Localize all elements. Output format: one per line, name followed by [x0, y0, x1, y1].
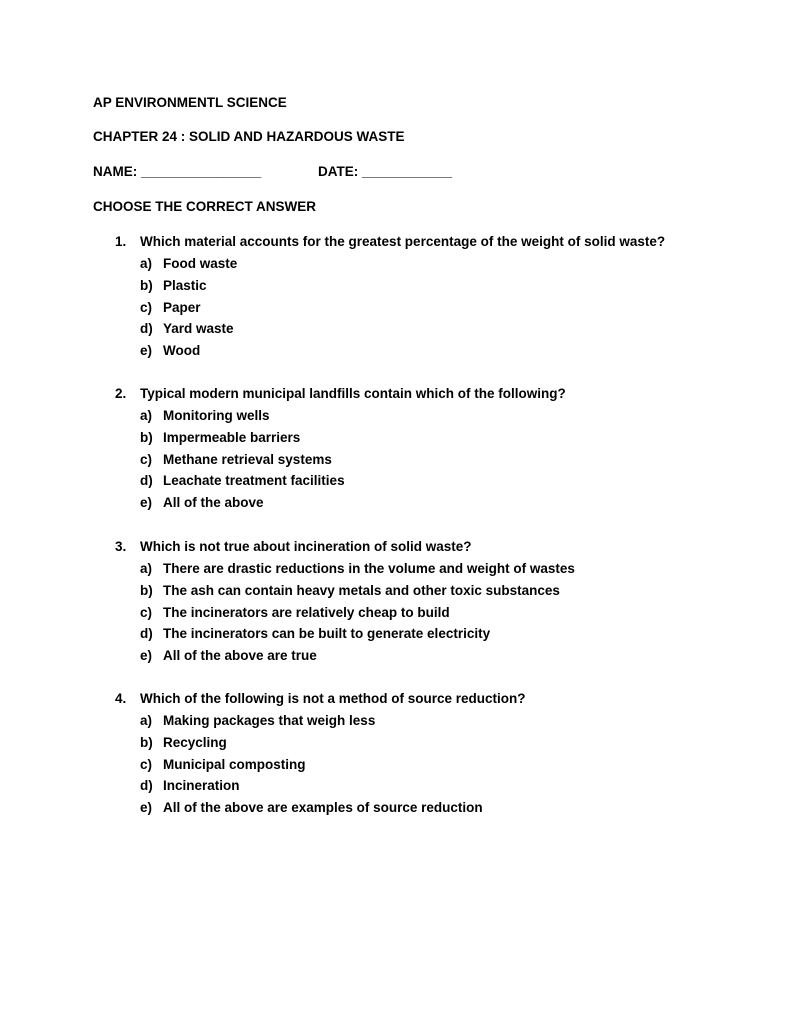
answer-option [115, 756, 755, 778]
course-title: AP ENVIRONMENTL SCIENCE [93, 95, 287, 110]
option-letter: c) [140, 604, 153, 620]
answer-option [115, 734, 755, 756]
option-text: Making packages that weigh less [163, 713, 376, 728]
option-text: Food waste [163, 256, 238, 271]
option-letter: a) [140, 408, 153, 423]
answer-option [115, 712, 755, 734]
option-text: Incineration [163, 778, 240, 794]
option-letter: a) [140, 256, 153, 271]
answer-option [115, 560, 755, 582]
option-text: Leachate treatment facilities [163, 473, 345, 489]
answer-option [115, 255, 755, 277]
option-text: The ash can contain heavy metals and other toxic substances [163, 582, 560, 598]
instructions: CHOOSE THE CORRECT ANSWER [93, 199, 317, 214]
question-4 [115, 690, 755, 821]
option-text: Paper [163, 299, 201, 315]
option-text: Methane retrieval systems [163, 451, 332, 467]
option-text: Monitoring wells [163, 408, 270, 423]
option-text: Recycling [163, 734, 227, 750]
question-stem [115, 538, 755, 560]
option-letter: b) [140, 277, 153, 293]
question-stem [115, 385, 755, 407]
question-text: Typical modern municipal landfills contain which of the following? [140, 386, 566, 401]
option-letter: c) [140, 451, 153, 467]
answer-option [115, 342, 755, 364]
option-letter: d) [140, 778, 153, 794]
option-text: Impermeable barriers [163, 429, 301, 445]
option-letter: c) [140, 299, 153, 315]
question-number: 4. [115, 691, 127, 706]
option-letter: a) [140, 561, 153, 576]
option-text: There are drastic reductions in the volume and weight of wastes [163, 561, 575, 576]
answer-option [115, 320, 755, 342]
answer-option [115, 582, 755, 604]
option-text: All of the above [163, 495, 264, 511]
option-letter: e) [140, 648, 153, 664]
option-text: All of the above are true [163, 648, 317, 664]
question-stem [115, 233, 755, 255]
answer-option [115, 799, 755, 821]
answer-option [115, 604, 755, 626]
option-letter: d) [140, 626, 153, 642]
answer-option [115, 472, 755, 494]
answer-option [115, 277, 755, 299]
option-text: Plastic [163, 277, 207, 293]
date-field: DATE: ____________ [318, 164, 453, 179]
option-letter: e) [140, 800, 153, 816]
option-letter: d) [140, 473, 153, 489]
option-letter: d) [140, 321, 153, 337]
option-text: Wood [163, 343, 201, 359]
answer-option [115, 494, 755, 516]
question-text: Which is not true about incineration of solid waste? [140, 539, 472, 554]
name-field: NAME: ________________ [93, 164, 262, 179]
option-letter: e) [140, 495, 153, 511]
question-stem [115, 690, 755, 712]
question-number: 1. [115, 234, 127, 249]
option-text: The incinerators can be built to generate electricity [163, 626, 491, 642]
question-text: Which of the following is not a method of source reduction? [140, 691, 526, 706]
answer-option [115, 299, 755, 321]
option-letter: c) [140, 756, 153, 772]
question-text: Which material accounts for the greatest percentage of the weight of solid waste? [140, 234, 666, 249]
option-letter: b) [140, 429, 153, 445]
answer-option [115, 407, 755, 429]
chapter-title: CHAPTER 24 : SOLID AND HAZARDOUS WASTE [93, 129, 405, 144]
question-3 [115, 538, 755, 669]
option-text: Yard waste [163, 321, 234, 337]
question-1 [115, 233, 755, 364]
answer-option [115, 777, 755, 799]
option-letter: a) [140, 713, 153, 728]
option-letter: e) [140, 343, 153, 359]
option-text: All of the above are examples of source reduction [163, 800, 483, 816]
question-2 [115, 385, 755, 516]
answer-option [115, 429, 755, 451]
question-number: 3. [115, 539, 127, 554]
option-text: The incinerators are relatively cheap to build [163, 604, 450, 620]
option-letter: b) [140, 582, 153, 598]
answer-option [115, 451, 755, 473]
answer-option [115, 647, 755, 669]
option-text: Municipal composting [163, 756, 306, 772]
question-number: 2. [115, 386, 127, 401]
option-letter: b) [140, 734, 153, 750]
answer-option [115, 625, 755, 647]
